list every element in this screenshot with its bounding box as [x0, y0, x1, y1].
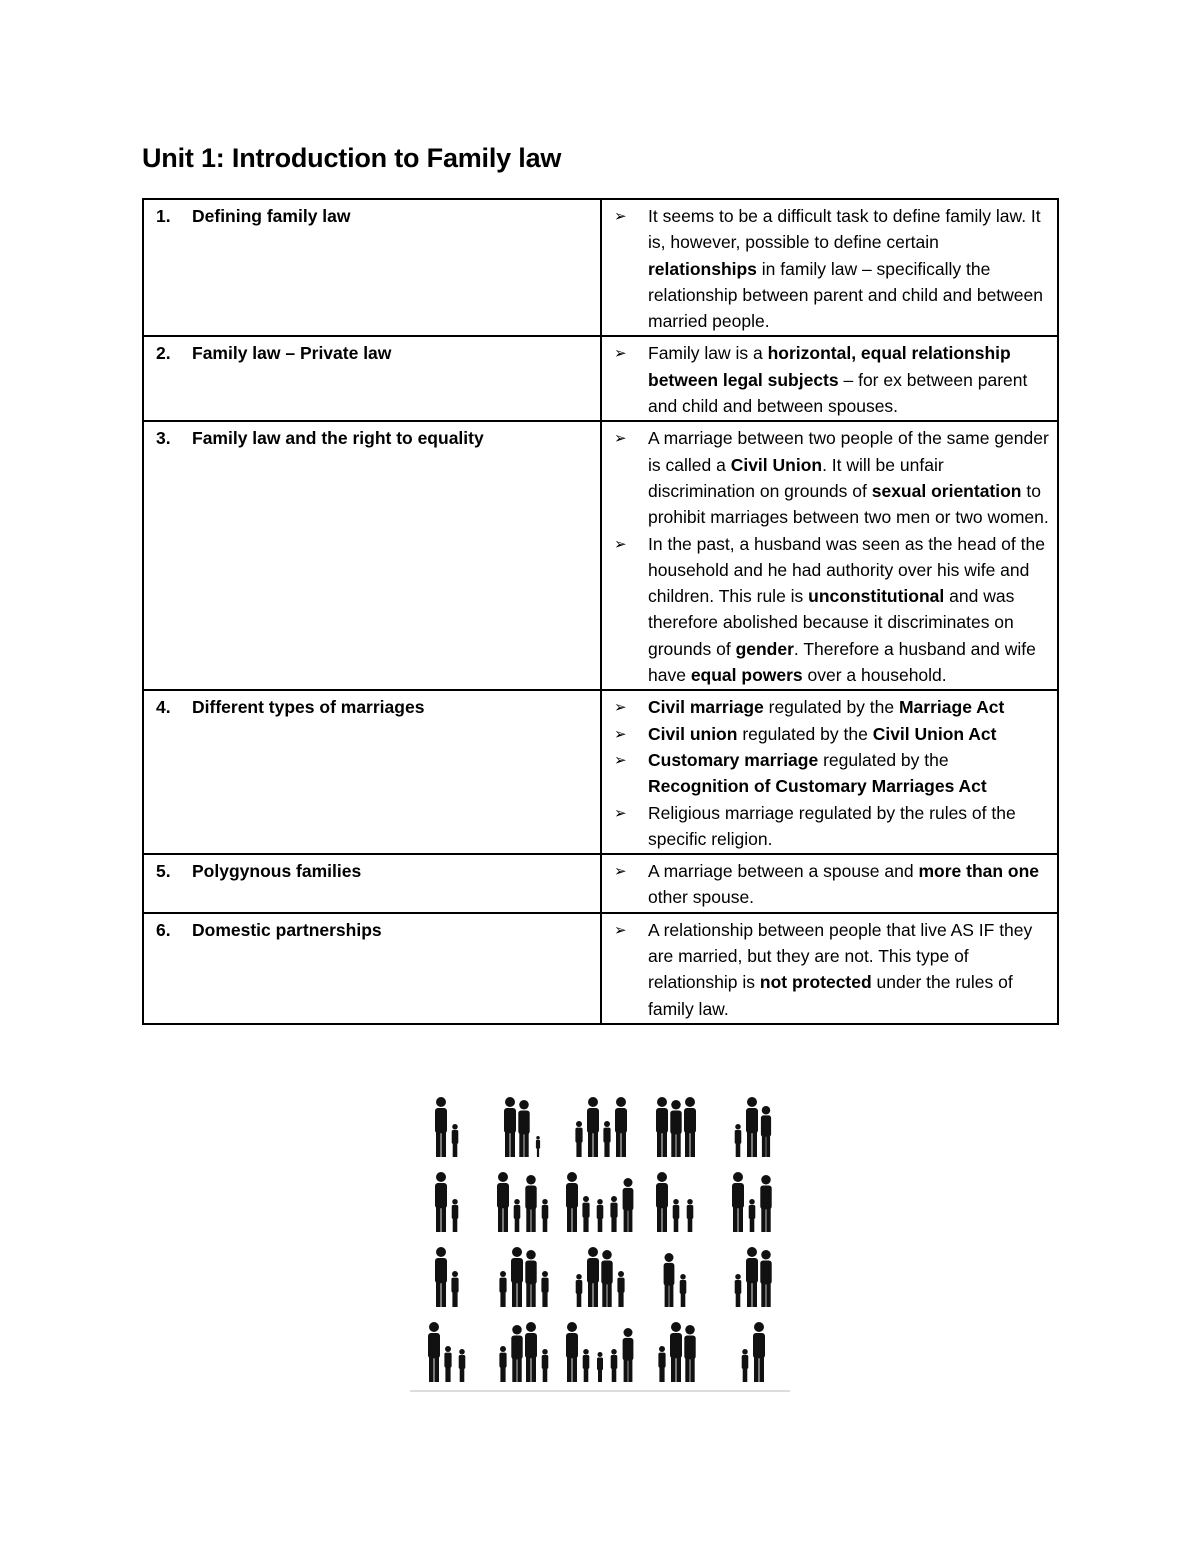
topic-title: Polygynous families — [192, 861, 362, 882]
topic-number: 6. — [156, 919, 171, 940]
person-silhouette — [656, 1172, 668, 1232]
person-silhouette — [428, 1322, 440, 1382]
arrowhead-bullet-icon: ➢ — [614, 920, 627, 939]
person-silhouette — [735, 1124, 742, 1157]
topic-number: 5. — [156, 861, 171, 882]
person-silhouette — [525, 1175, 536, 1232]
topic-number: 1. — [156, 206, 171, 226]
bullet-item — [614, 800, 1051, 853]
person-silhouette — [452, 1199, 459, 1232]
person-silhouette — [670, 1322, 682, 1382]
person-silhouette — [435, 1172, 447, 1232]
arrowhead-bullet-icon: ➢ — [614, 803, 627, 822]
person-silhouette — [749, 1199, 756, 1232]
bold-text: horizontal, equal relationship between legal subjects — [648, 343, 1011, 390]
person-silhouette — [435, 1247, 447, 1307]
topic-cell — [143, 421, 601, 690]
person-silhouette — [511, 1325, 522, 1382]
person-silhouette — [611, 1349, 618, 1382]
topic-cell — [143, 690, 601, 854]
person-silhouette — [735, 1274, 742, 1307]
note-text: under the rules of family law. — [648, 972, 1013, 1019]
person-silhouette — [670, 1100, 681, 1157]
person-silhouette — [504, 1097, 516, 1157]
bullet-item — [614, 694, 1051, 720]
note-text: – for ex between parent and child and between spouses. — [648, 369, 1028, 417]
topic-title: Different types of marriages — [192, 697, 425, 718]
note-text: over a household. — [802, 665, 947, 686]
person-silhouette — [566, 1172, 578, 1232]
person-silhouette — [732, 1172, 744, 1232]
note-text: Family law is a — [648, 343, 768, 364]
person-silhouette — [459, 1349, 466, 1382]
notes-cell — [601, 199, 1058, 336]
note-text: in family law – specifically the relationship between parent and child and between married people. — [648, 258, 1044, 332]
topic-title: Family law and the right to equality — [192, 428, 484, 449]
person-silhouette — [444, 1346, 451, 1382]
person-silhouette — [541, 1271, 548, 1307]
person-silhouette — [518, 1100, 529, 1157]
note-text: regulated by the — [737, 723, 873, 744]
person-silhouette — [746, 1247, 758, 1307]
person-silhouette — [525, 1322, 537, 1382]
note-text: It seems to be a difficult task to define family law. It is, however, possible to define certain — [648, 206, 1041, 253]
topic-cell — [143, 199, 601, 336]
bold-text: Recognition of Customary Marriages Act — [648, 776, 987, 797]
person-silhouette — [684, 1325, 695, 1382]
bullet-item — [614, 531, 1051, 689]
person-silhouette — [499, 1271, 506, 1307]
bold-text: Civil Union Act — [872, 723, 997, 744]
person-silhouette — [576, 1274, 583, 1307]
note-text: A marriage between a spouse and — [648, 861, 919, 882]
table-row — [143, 336, 1058, 421]
person-silhouette — [542, 1349, 549, 1382]
topic-cell — [143, 913, 601, 1024]
note-text: A marriage between two people of the same gender is called a — [648, 428, 1049, 475]
bold-text: equal powers — [690, 665, 803, 686]
bullet-list — [614, 858, 1051, 911]
arrowhead-bullet-icon: ➢ — [614, 534, 627, 553]
person-silhouette — [587, 1097, 599, 1157]
person-silhouette — [742, 1349, 749, 1382]
bold-text: more than one — [918, 861, 1040, 882]
bullet-list — [614, 340, 1051, 419]
bullet-item — [614, 340, 1051, 419]
person-silhouette — [575, 1121, 582, 1157]
family-silhouettes-icon — [410, 1090, 790, 1395]
person-silhouette — [582, 1196, 589, 1232]
note-text: Religious marriage regulated by the rules of the specific religion. — [648, 802, 1016, 849]
person-silhouette — [687, 1199, 694, 1232]
page-title: Unit 1: Introduction to Family law — [142, 143, 562, 173]
person-silhouette — [542, 1199, 549, 1232]
arrowhead-bullet-icon: ➢ — [614, 207, 627, 225]
bullet-item — [614, 203, 1051, 334]
notes-cell — [601, 336, 1058, 421]
table-row — [143, 854, 1058, 913]
note-text: A relationship between people that live AS IF they are married, but they are not. This type of relationship is — [648, 919, 1033, 993]
person-silhouette — [603, 1121, 610, 1157]
person-silhouette — [760, 1250, 771, 1307]
bullet-list — [614, 425, 1051, 688]
person-silhouette — [684, 1097, 696, 1157]
table-row — [143, 421, 1058, 690]
note-text: other spouse. — [648, 887, 755, 908]
bullet-item — [614, 917, 1051, 1022]
note-text: . It will be unfair discrimination on grounds of — [648, 454, 944, 501]
bold-text: Customary marriage — [648, 749, 819, 770]
arrowhead-bullet-icon: ➢ — [614, 750, 627, 769]
bold-text: Civil union — [648, 723, 738, 744]
topic-number: 2. — [156, 343, 171, 364]
person-silhouette — [583, 1349, 590, 1382]
person-silhouette — [680, 1274, 687, 1307]
topic-title: Defining family law — [192, 206, 351, 226]
note-text: to prohibit marriages between two men or two women. — [648, 480, 1049, 528]
person-silhouette — [536, 1136, 540, 1157]
topic-cell — [143, 336, 601, 421]
person-silhouette — [664, 1253, 675, 1307]
note-text: regulated by the — [818, 749, 949, 770]
person-silhouette — [597, 1199, 604, 1232]
person-silhouette — [746, 1097, 758, 1157]
bold-text: gender — [735, 638, 794, 659]
bullet-item — [614, 425, 1051, 530]
person-silhouette — [615, 1097, 627, 1157]
person-silhouette — [753, 1322, 765, 1382]
topic-title: Domestic partnerships — [192, 919, 382, 940]
arrowhead-bullet-icon: ➢ — [614, 862, 627, 881]
notes-cell — [601, 854, 1058, 913]
notes-cell — [601, 913, 1058, 1024]
person-silhouette — [451, 1271, 458, 1307]
bullet-list — [614, 203, 1051, 334]
topic-cell — [143, 854, 601, 913]
bold-text: unconstitutional — [808, 586, 945, 607]
note-text: In the past, a husband was seen as the head of the household and he had authority over his wife and children. This rule is — [648, 533, 1045, 607]
person-silhouette — [658, 1346, 665, 1382]
person-silhouette — [597, 1352, 603, 1382]
person-silhouette — [601, 1250, 612, 1307]
person-silhouette — [497, 1172, 509, 1232]
person-silhouette — [566, 1322, 578, 1382]
arrowhead-bullet-icon: ➢ — [614, 698, 627, 717]
note-text: . Therefore a husband and wife have — [648, 638, 1036, 686]
person-silhouette — [656, 1097, 668, 1157]
arrowhead-bullet-icon: ➢ — [614, 429, 627, 448]
bold-text: Marriage Act — [898, 697, 1005, 718]
person-silhouette — [435, 1097, 447, 1157]
bullet-list — [614, 917, 1051, 1022]
note-text: and was therefore abolished because it discriminates on grounds of — [648, 586, 1015, 659]
person-silhouette — [525, 1250, 536, 1307]
person-silhouette — [452, 1124, 459, 1157]
person-silhouette — [499, 1346, 506, 1382]
topic-title: Family law – Private law — [192, 343, 392, 364]
table-row — [143, 199, 1058, 336]
bullet-item — [614, 721, 1051, 747]
bold-text: Civil Union — [730, 454, 823, 475]
bold-text: Civil marriage — [648, 697, 764, 718]
bullet-item — [614, 747, 1051, 800]
person-silhouette — [623, 1328, 634, 1382]
family-law-notes-table — [142, 198, 1059, 1025]
note-text: regulated by the — [763, 697, 899, 718]
bold-text: sexual orientation — [871, 480, 1022, 501]
notes-cell — [601, 690, 1058, 854]
person-silhouette — [514, 1199, 521, 1232]
topic-number: 3. — [156, 428, 171, 449]
notes-cell — [601, 421, 1058, 690]
arrowhead-bullet-icon: ➢ — [614, 724, 627, 743]
arrowhead-bullet-icon: ➢ — [614, 344, 627, 363]
person-silhouette — [587, 1247, 599, 1307]
topic-number: 4. — [156, 697, 171, 718]
person-silhouette — [623, 1178, 634, 1232]
person-silhouette — [761, 1106, 771, 1157]
person-silhouette — [511, 1247, 523, 1307]
table-row — [143, 690, 1058, 854]
bold-text: not protected — [759, 972, 872, 993]
person-silhouette — [673, 1199, 680, 1232]
bold-text: relationships — [648, 258, 757, 279]
person-silhouette — [617, 1271, 624, 1307]
table-row — [143, 913, 1058, 1024]
bullet-item — [614, 858, 1051, 911]
person-silhouette — [760, 1175, 771, 1232]
person-silhouette — [610, 1196, 617, 1232]
bullet-list — [614, 694, 1051, 852]
